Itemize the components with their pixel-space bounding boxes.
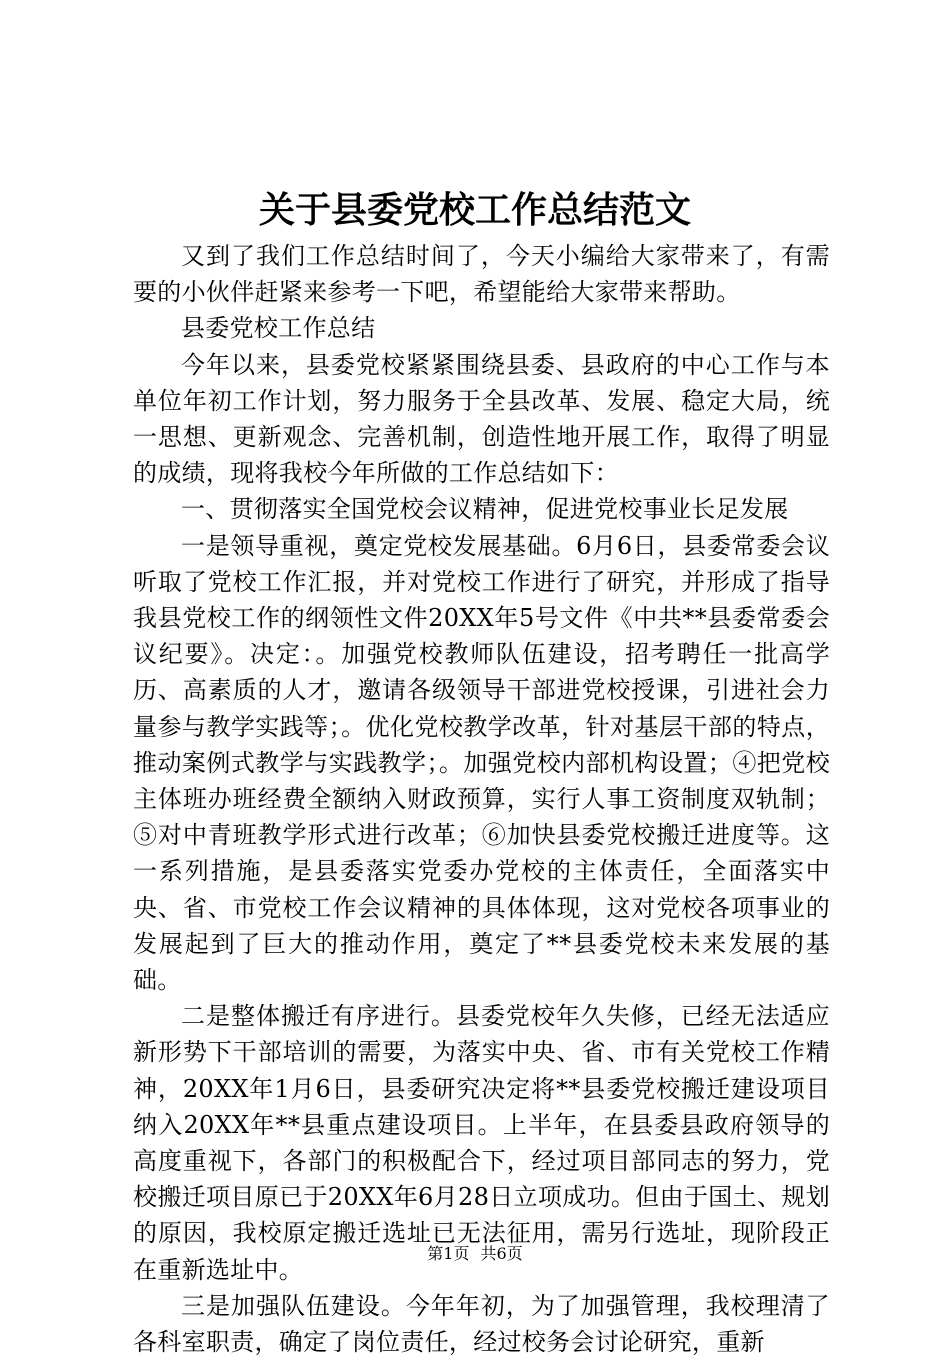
paragraph-leadership: 一是领导重视，奠定党校发展基础。6月6日，县委常委会议听取了党校工作汇报，并对党校工作进行了研究，并形成了指导我县党校工作的纲领性文件20XX年5号文件《中共**县委常委会议纪要》。决定：。加强党校教师队伍建设，招考聘任一批高学历、高素质的人才，邀请各级领导干部进党校授课，引进社会力量参与教学实践等；。优化党校教学改革，针对基层干部的特点，推动案例式教学与实践教学；。加强党校内部机构设置；④把党校主体班办班经费全额纳入财政预算，实行人事工资制度双轨制；⑤对中青班教学形式进行改革；⑥加快县委党校搬迁进度等。这一系列措施，是县委落实党委办党校的主体责任，全面落实中央、省、市党校工作会议精神的具体体现，这对党校各项事业的发展起到了巨大的推动作用，奠定了**县委党校未来发展的基础。	[133, 531, 830, 995]
paragraph-relocation: 二是整体搬迁有序进行。县委党校年久失修，已经无法适应新形势下干部培训的需要，为落实中央、省、市有关党校工作精神，20XX年1月6日，县委研究决定将**县委党校搬迁建设项目纳入20XX年**县重点建设项目。上半年，在县委县政府领导的高度重视下，各部门的积极配合下，经过项目部同志的努力，党校搬迁项目原已于20XX年6月28日立项成功。但由于国土、规划的原因，我校原定搬迁选址已无法征用，需另行选址，现阶段正在重新选址中。	[133, 1002, 830, 1284]
page-total: 共6页	[480, 1244, 523, 1263]
paragraph-overview: 今年以来，县委党校紧紧围绕县委、县政府的中心工作与本单位年初工作计划，努力服务于全县改革、发展、稳定大局，统一思想、更新观念、完善机制，创造性地开展工作，取得了明显的成绩，现将我校今年所做的工作总结如下：	[133, 350, 830, 488]
page-number: 第1页	[427, 1244, 470, 1263]
document-body	[133, 238, 830, 1360]
document-title: 关于县委党校工作总结范文	[258, 189, 691, 231]
section-heading-1: 一、贯彻落实全国党校会议精神，促进党校事业长足发展	[181, 495, 789, 524]
paragraph-intro: 又到了我们工作总结时间了，今天小编给大家带来了，有需要的小伙伴赶紧来参考一下吧，希望能给大家带来帮助。	[133, 242, 830, 307]
paragraph-subtitle: 县委党校工作总结	[181, 314, 376, 343]
paragraph-team-building: 三是加强队伍建设。今年年初，为了加强管理，我校理清了各科室职责，确定了岗位责任，经过校务会讨论研究，重新	[133, 1291, 830, 1357]
page-footer	[0, 1244, 950, 1264]
